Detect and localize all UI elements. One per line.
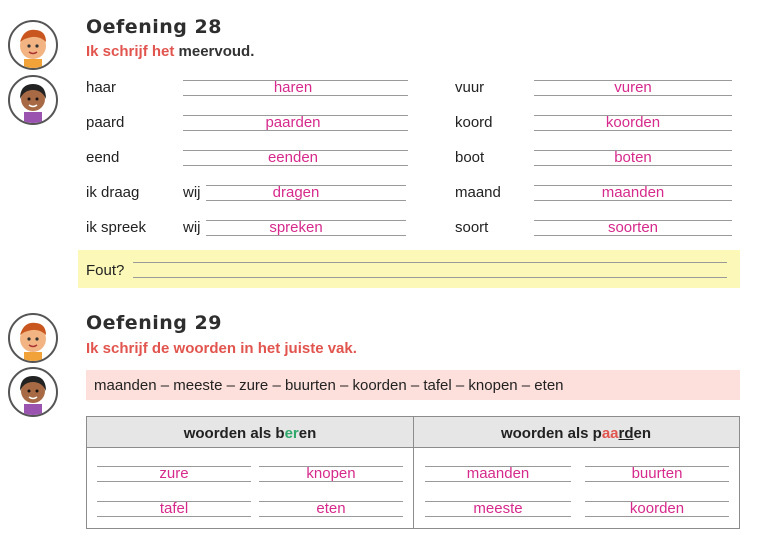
answer-soorten: soorten [607,219,659,236]
header-highlight: aa [601,425,619,442]
exercise-28-title: Oefening 28 [86,16,222,38]
answer-zure: zure [159,465,189,482]
answer-eten: eten [316,500,346,517]
answer-meeste: meeste [473,500,523,517]
answer-maanden: maanden [601,184,665,201]
answer-vuren: vuren [614,79,652,96]
word-eend: eend [86,149,120,166]
instruction-red-part: Ik schrijf het [86,43,175,60]
word-soort: soort [455,219,489,236]
word-ik-draag: ik draag [86,184,140,201]
header-text: woorden als p [500,425,602,442]
answer-buurten: buurten [631,465,683,482]
answer-spreken: spreken [269,219,323,236]
prefix-wij: wij [183,219,201,236]
header-paarden [413,425,739,442]
boy-avatar-icon [8,313,58,363]
exercise-28-instruction [86,43,254,60]
sorting-table [86,416,740,529]
boy-avatar-icon [8,20,58,70]
answer-haren: haren [273,79,313,96]
answer-paarden: paarden [265,114,321,131]
answer-eenden: eenden [267,149,319,166]
answer-tafel: tafel [159,500,189,517]
instruction-dark-part: meervoud. [174,43,255,60]
answer-maanden: maanden [466,465,530,482]
header-underline: rd [618,425,634,442]
exercise-29-title: Oefening 29 [86,312,222,334]
header-highlight: er [284,425,299,442]
word-vuur: vuur [455,79,485,96]
header-text: en [633,425,652,442]
fout-label: Fout? [86,262,125,279]
word-maand: maand [455,184,501,201]
word-boot: boot [455,149,485,166]
prefix-wij: wij [183,184,201,201]
answer-dragen: dragen [272,184,320,201]
girl-avatar-icon [8,75,58,125]
answer-knopen: knopen [306,465,356,482]
answer-koorden: koorden [629,500,685,517]
answer-boten: boten [614,149,652,166]
exercise-29-instruction [86,340,357,357]
fout-answer-line[interactable] [133,262,727,278]
word-bank-text: maanden – meeste – zure – buurten – koorden – tafel – knopen – eten [94,377,564,394]
word-koord: koord [455,114,493,131]
word-paard: paard [86,114,125,131]
instruction-text: Ik schrijf de woorden in het juiste vak. [86,340,357,357]
word-haar: haar [86,79,117,96]
header-text: woorden als b [183,425,285,442]
answer-koorden: koorden [605,114,661,131]
header-text: en [298,425,317,442]
word-ik-spreek: ik spreek [86,219,147,236]
header-beren [87,425,413,442]
girl-avatar-icon [8,367,58,417]
